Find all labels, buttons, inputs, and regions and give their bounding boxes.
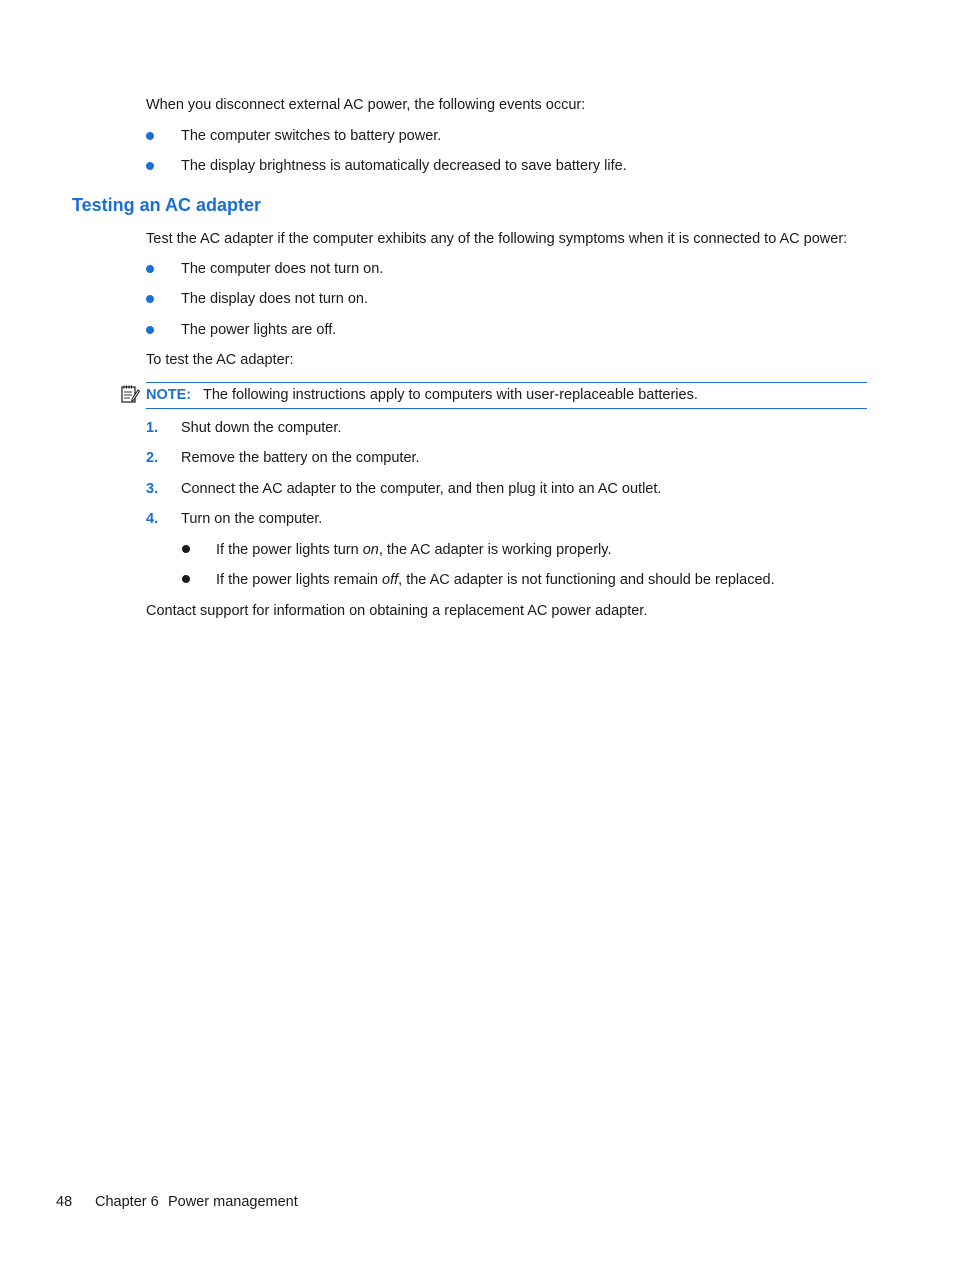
sub-bullet-icon xyxy=(182,575,190,583)
step-number: 3. xyxy=(146,481,159,497)
sub-bullet-text: , the AC adapter is not functioning and should be replaced. xyxy=(398,572,775,588)
step-number: 2. xyxy=(146,450,159,466)
procedure-lead: To test the AC adapter: xyxy=(146,352,294,368)
sub-bullet-text: , the AC adapter is working properly. xyxy=(378,542,612,558)
intro-bullet: The display brightness is automatically decreased to save battery life. xyxy=(181,158,627,174)
sub-bullet-emphasis: off xyxy=(382,572,399,588)
intro-bullet: The computer switches to battery power. xyxy=(181,128,442,144)
bullet-icon xyxy=(146,295,154,303)
sub-bullet-icon xyxy=(182,545,190,553)
step-number: 1. xyxy=(146,420,159,436)
note-label: NOTE: xyxy=(146,387,192,403)
footer-chapter: Chapter 6 xyxy=(95,1194,159,1210)
bullet-icon xyxy=(146,326,154,334)
sub-bullet-text: If the power lights turn xyxy=(216,542,363,558)
step-text: Shut down the computer. xyxy=(181,420,342,436)
note-callout xyxy=(146,382,867,409)
step-text: Turn on the computer. xyxy=(181,511,323,527)
symptom-bullet: The display does not turn on. xyxy=(181,291,369,307)
sub-bullet-item xyxy=(216,541,611,559)
step-text: Connect the AC adapter to the computer, and then plug it into an AC outlet. xyxy=(181,481,662,497)
bullet-icon xyxy=(146,265,154,273)
sub-bullet-emphasis: on xyxy=(362,542,379,558)
sub-bullet-item xyxy=(216,571,775,589)
footer-chapter-title: Power management xyxy=(168,1194,298,1210)
closing-paragraph: Contact support for information on obtaining a replacement AC power adapter. xyxy=(146,603,648,619)
section-heading: Testing an AC adapter xyxy=(72,195,262,215)
symptom-bullet: The power lights are off. xyxy=(181,322,337,338)
bullet-icon xyxy=(146,132,154,140)
note-pad-icon xyxy=(120,384,140,404)
note-text: The following instructions apply to computers with user-replaceable batteries. xyxy=(203,387,698,403)
section-lead: Test the AC adapter if the computer exhibits any of the following symptoms when it is connected to AC power: xyxy=(146,231,848,247)
bullet-icon xyxy=(146,162,154,170)
symptom-bullet: The computer does not turn on. xyxy=(181,261,384,277)
step-text: Remove the battery on the computer. xyxy=(181,450,420,466)
step-number: 4. xyxy=(146,511,159,527)
intro-paragraph: When you disconnect external AC power, the following events occur: xyxy=(146,97,586,113)
page-number: 48 xyxy=(56,1194,73,1210)
sub-bullet-text: If the power lights remain xyxy=(216,572,383,588)
